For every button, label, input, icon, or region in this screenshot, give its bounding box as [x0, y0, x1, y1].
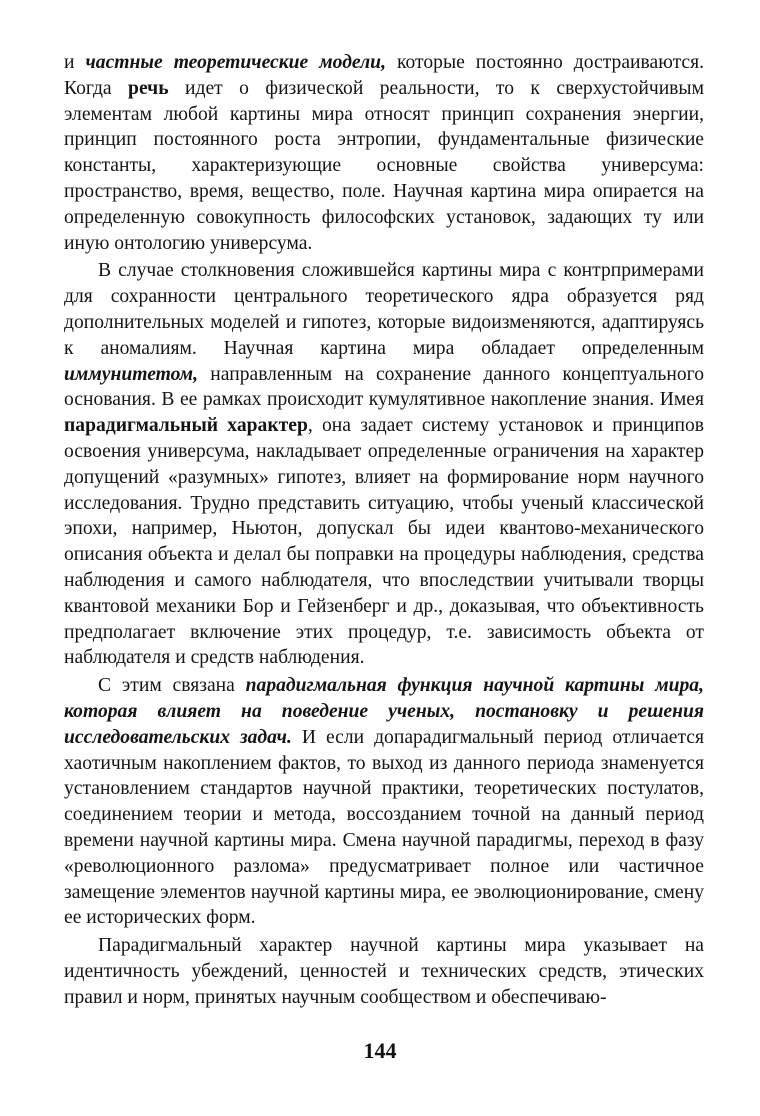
page-number: 144: [363, 1038, 397, 1063]
text-run: и: [64, 52, 86, 73]
text-run: В случае столкновения сложившейся картины мира с контрпримерами для сохранности центрального теоретического ядра образуется ряд дополнительных моделей и гипотез, которые видоизменяются, адаптируясь к аномалиям. Научная картина мира обладает определенным: [64, 260, 704, 359]
bold-term: парадигмальный характер: [64, 415, 308, 437]
emphasis-term: иммунитетом,: [64, 363, 198, 385]
text-run: С этим связана: [98, 675, 246, 697]
text-run: направленным на сохранение данного концептуального основания. В ее рамках происходит кумулятивное накопление знания. Имея: [64, 363, 704, 411]
bold-term: речь: [128, 77, 169, 99]
emphasis-term: частные теоретические модели,: [85, 52, 386, 73]
page-body: [64, 50, 704, 1010]
paragraph-4: [64, 933, 704, 1010]
paragraph-1: [64, 50, 704, 256]
text-run: , она задает систему установок и принципов освоения универсума, накладывает определенные ограничения на характер допущений «разумных» гипотез, влияет на формирование норм научного исследования. Трудно представить ситуацию, чтобы ученый классической эпохи, например, Ньютон, допускал бы идеи квантово-механического описания объекта и делал бы поправки на процедуры наблюдения, средства наблюдения и самого наблюдателя, что впоследствии учитывали творцы квантовой механики Бор и Гейзенберг и др., доказывая, что объективность предполагает включение этих процедур, т.е. зависимость объекта от наблюдателя и средств наблюдения.: [64, 415, 704, 669]
paragraph-3: [64, 673, 704, 931]
text-run: идет о физической реальности, то к сверхустойчивым элементам любой картины мира относят принцип сохранения энергии, принцип постоянного роста энтропии, фундаментальные физические константы, характеризующие основные свойства универсума: пространство, время, вещество, поле. Научная картина мира опирается на определенную совокупность философских установок, задающих ту или иную онтологию универсума.: [64, 77, 704, 254]
paragraph-2: [64, 258, 704, 671]
text-run: И если допарадигмальный период отличается хаотичным накоплением фактов, то выход из данного периода знаменуется установлением стандартов научной практики, теоретических постулатов, соединением теории и метода, воссозданием точной на данный период времени научной картины мира. Смена научной парадигмы, переход в фазу «революционного разлома» предусматривает полное или частичное замещение элементов научной картины мира, ее эволюционирование, смену ее исторических форм.: [64, 726, 704, 929]
emphasis-term: парадигмальная функция научной картины мира, которая влияет на поведение ученых, постановку и решения исследовательских задач.: [64, 675, 704, 748]
text-run: Парадигмальный характер научной картины мира указывает на идентичность убеждений, ценностей и технических средств, этических правил и норм, принятых научным сообществом и обеспечиваю-: [64, 935, 704, 1008]
text-run: которые постоянно достраиваются. Когда: [64, 52, 705, 99]
